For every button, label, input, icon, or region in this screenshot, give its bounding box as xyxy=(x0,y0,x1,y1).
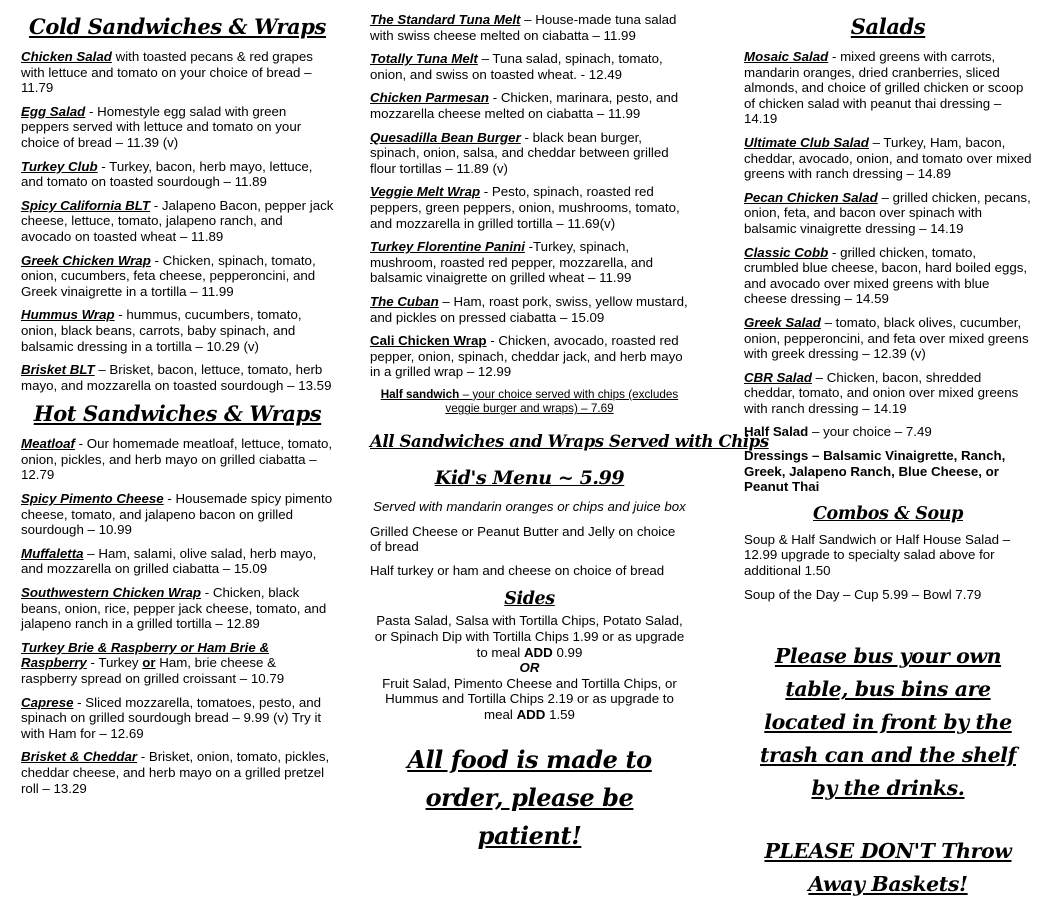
sides-heading: Sides xyxy=(504,589,555,610)
combo-soup-line-2: Soup of the Day – Cup 5.99 – Bowl 7.79 xyxy=(744,586,982,602)
combos-soup-heading: Combos & Soup xyxy=(813,503,963,524)
item-desc: – Ham, salami, olive salad, herb mayo, and mozzarella on grilled ciabatta – 15.09 xyxy=(21,545,317,577)
add-emphasis: ADD xyxy=(523,644,553,660)
menu-item-veggie-melt-wrap xyxy=(370,184,689,231)
menu-item-turkey-brie-raspberry xyxy=(21,640,334,687)
menu-item-quesadilla-bean-burger xyxy=(370,130,689,177)
item-desc: - Brisket, onion, tomato, pickles, cheddar cheese, and herb mayo on a grilled pretzel roll – 13.29 xyxy=(21,749,330,796)
item-name: Turkey Club xyxy=(21,158,98,174)
half-sandwich-note xyxy=(372,388,687,417)
served-with-chips-heading: All Sandwiches and Wraps Served with Chips xyxy=(370,432,769,452)
item-desc: - Turkey, bacon, herb mayo, lettuce, and tomato on toasted sourdough – 11.89 xyxy=(21,158,313,190)
or-emphasis: or xyxy=(142,655,156,671)
half-salad-item xyxy=(744,424,1032,440)
item-name: Ultimate Club Salad xyxy=(744,134,869,150)
menu-item-ultimate-club-salad xyxy=(744,135,1032,182)
item-name: Classic Cobb xyxy=(744,244,829,260)
cold-sandwiches-heading: Cold Sandwiches & Wraps xyxy=(29,14,326,39)
kids-menu-line-2: Half turkey or ham and cheese on choice of bread xyxy=(370,562,665,578)
menu-item-greek-chicken-wrap xyxy=(21,253,334,300)
item-desc: Ham, brie cheese & raspberry spread on grilled croissant – 10.79 xyxy=(21,655,285,686)
menu-item-classic-cobb xyxy=(744,245,1032,307)
menu-item-chicken-parmesan xyxy=(370,90,689,121)
baskets-note: PLEASE DON'T Throw Away Baskets! xyxy=(764,839,1012,897)
item-name: Greek Salad xyxy=(744,314,821,330)
item-desc: - Housemade spicy pimento cheese, tomato, and jalapeno bacon on grilled sourdough – 10.99 xyxy=(21,491,333,538)
item-desc: - Chicken, avocado, roasted red pepper, onion, spinach, cheddar jack, and herb mayo in a grilled wrap – 12.99 xyxy=(370,333,683,380)
menu-item-muffaletta xyxy=(21,546,334,577)
item-desc: - grilled chicken, tomato, crumbled blue cheese, bacon, hard boiled eggs, and avocado over mixed greens with blue cheese dressing – 14.59 xyxy=(744,244,1028,307)
item-desc: - Chicken, marinara, pesto, and mozzarella cheese melted on ciabatta – 11.99 xyxy=(370,90,679,121)
menu-item-caprese xyxy=(21,695,334,742)
menu-item-chicken-salad xyxy=(21,49,334,96)
item-name: Muffaletta xyxy=(21,545,84,561)
item-name: Chicken Salad xyxy=(21,49,112,64)
item-name: The Standard Tuna Melt xyxy=(370,12,521,27)
menu-item-southwestern-chicken-wrap xyxy=(21,585,334,632)
menu-item-cbr-salad xyxy=(744,370,1032,417)
item-name: Half Salad xyxy=(744,424,809,440)
sides-option-2 xyxy=(370,676,689,723)
item-name: Southwestern Chicken Wrap xyxy=(21,585,202,601)
hot-sandwiches-heading: Hot Sandwiches & Wraps xyxy=(33,401,322,427)
item-name: Quesadilla Bean Burger xyxy=(370,129,521,145)
item-desc: – Turkey, Ham, bacon, cheddar, avocado, onion, and tomato over mixed greens with ranch dressing – 14.89 xyxy=(744,134,1032,182)
menu-item-hummus-wrap xyxy=(21,307,334,354)
item-name: Spicy Pimento Cheese xyxy=(21,491,164,507)
menu-item-greek-salad xyxy=(744,315,1032,362)
item-desc: – Chicken, bacon, shredded cheddar, tomato, and onion over mixed greens with ranch dressing – 14.19 xyxy=(744,369,1019,416)
sides-text: Fruit Salad, Pimento Cheese and Tortilla Chips, or Hummus and Tortilla Chips 2.19 or as upgrade to meal xyxy=(382,675,677,722)
item-name: The Cuban xyxy=(370,293,439,309)
sides-option-1 xyxy=(370,613,689,660)
item-desc: – your choice – 7.49 xyxy=(808,424,932,440)
item-name: Totally Tuna Melt xyxy=(370,51,478,67)
item-desc: - hummus, cucumbers, tomato, onion, black beans, carrots, baby spinach, and balsamic dressing in a tortilla – 10.29 (v) xyxy=(21,307,302,354)
item-name: Hummus Wrap xyxy=(21,307,115,323)
menu-item-spicy-pimento-cheese xyxy=(21,491,334,538)
menu-item-totally-tuna-melt xyxy=(370,51,689,82)
item-name: Half sandwich xyxy=(380,387,460,401)
menu-item-brisket-cheddar xyxy=(21,749,334,796)
item-name: Brisket BLT xyxy=(21,362,95,378)
menu-item-turkey-florentine-panini xyxy=(370,239,689,286)
kids-menu-line-1: Grilled Cheese or Peanut Butter and Jelly on choice of bread xyxy=(370,523,676,555)
combo-soup-line-1: Soup & Half Sandwich or Half House Salad – 12.99 upgrade to specialty salad above for additional 1.50 xyxy=(744,531,1011,579)
item-desc: – Ham, roast pork, swiss, yellow mustard, and pickles on pressed ciabatta – 15.09 xyxy=(370,293,688,325)
item-desc: - Turkey xyxy=(86,655,143,671)
sides-text: 1.59 xyxy=(545,707,575,722)
menu-item-pecan-chicken-salad xyxy=(744,190,1032,237)
item-desc: - black bean burger, spinach, onion, salsa, and cheddar between grilled flour tortillas – 11.89 (v) xyxy=(370,129,669,176)
item-name: Cali Chicken Wrap xyxy=(370,333,487,349)
sides-text: 0.99 xyxy=(552,644,583,660)
menu-item-spicy-california-blt xyxy=(21,198,334,245)
add-emphasis: ADD xyxy=(516,707,546,722)
item-desc: – tomato, black olives, cucumber, onion, pepperoncini, and feta over mixed greens with greek dressing – 12.39 (v) xyxy=(744,314,1029,362)
column-right xyxy=(704,0,1056,897)
item-name: Egg Salad xyxy=(21,103,86,119)
menu-item-egg-salad xyxy=(21,104,334,151)
sides-or-divider: OR xyxy=(519,660,540,676)
item-desc: – grilled chicken, pecans, onion, feta, and bacon over spinach with balsamic vinaigrette dressing – 14.19 xyxy=(744,189,1031,236)
kids-menu-note: Served with mandarin oranges or chips and juice box xyxy=(373,499,686,515)
item-name: Mosaic Salad xyxy=(744,49,829,64)
item-name: CBR Salad xyxy=(744,369,812,385)
column-middle xyxy=(352,0,769,850)
item-desc: - Chicken, spinach, tomato, onion, cucumbers, feta cheese, pepperoncini, and Greek vinaigrette in a tortilla – 11.99 xyxy=(21,252,316,299)
item-desc: - Pesto, spinach, roasted red peppers, green peppers, onion, mushrooms, tomato, and mozzarella in grilled tortilla – 11.69(v) xyxy=(370,184,680,231)
item-desc: – Brisket, bacon, lettuce, tomato, herb mayo, and mozzarella on toasted sourdough – 13.59 xyxy=(21,362,332,393)
item-name: Turkey Brie & Raspberry or Ham Brie & Raspberry xyxy=(21,639,270,671)
item-desc: - Homestyle egg salad with green peppers served with lettuce and tomato on your choice of bread – 11.39 (v) xyxy=(21,103,302,150)
item-name: Pecan Chicken Salad xyxy=(744,189,878,205)
item-desc: - Sliced mozzarella, tomatoes, pesto, and spinach on grilled sourdough bread – 9.99 (v) Try it with Ham for – 12.69 xyxy=(21,694,322,741)
item-desc: – your choice served with chips (excludes veggie burger and wraps) – 7.69 xyxy=(445,387,679,416)
item-desc: - Our homemade meatloaf, lettuce, tomato, onion, pickles, and herb mayo on grilled ciabatta – 12.79 xyxy=(21,436,333,483)
sides-text: Pasta Salad, Salsa with Tortilla Chips, Potato Salad, or Spinach Dip with Tortilla Chips 1.99 or as upgrade to meal xyxy=(374,613,685,660)
item-name: Meatloaf xyxy=(21,436,75,452)
dressings-list: Dressings – Balsamic Vinaigrette, Ranch, Greek, Jalapeno Ranch, Blue Cheese, or Peanut Thai xyxy=(744,448,1006,495)
item-name: Greek Chicken Wrap xyxy=(21,252,151,268)
salads-heading: Salads xyxy=(850,14,926,39)
item-desc: - Chicken, black beans, onion, rice, pepper jack cheese, tomato, and jalapeno ranch in a grilled tortilla – 12.89 xyxy=(21,585,327,632)
item-name: Brisket & Cheddar xyxy=(21,749,138,765)
menu-item-cali-chicken-wrap xyxy=(370,333,689,380)
menu-item-turkey-club xyxy=(21,159,334,190)
item-desc: with toasted pecans & red grapes with lettuce and tomato on your choice of bread – 11.79 xyxy=(21,49,313,96)
menu-item-standard-tuna-melt xyxy=(370,12,689,43)
item-name: Spicy California BLT xyxy=(21,197,151,213)
menu-item-the-cuban xyxy=(370,294,689,325)
item-desc: - Jalapeno Bacon, pepper jack cheese, lettuce, tomato, jalapeno ranch, and avocado on toasted wheat – 11.89 xyxy=(21,197,334,244)
item-name: Veggie Melt Wrap xyxy=(370,184,481,200)
menu-item-meatloaf xyxy=(21,436,334,483)
item-name: Turkey Florentine Panini xyxy=(370,239,525,255)
made-to-order-note: All food is made to order, please be patient! xyxy=(407,744,652,850)
column-left xyxy=(0,0,352,816)
menu-item-mosaic-salad xyxy=(744,49,1032,127)
kids-menu-heading: Kid's Menu ~ 5.99 xyxy=(434,467,625,490)
item-name: Chicken Parmesan xyxy=(370,90,489,106)
item-desc: – House-made tuna salad with swiss cheese melted on ciabatta – 11.99 xyxy=(370,12,677,43)
bus-table-note: Please bus your own table, bus bins are located in front by the trash can and the shelf by the drinks. xyxy=(759,644,1017,801)
item-name: Caprese xyxy=(21,694,74,710)
item-desc: -Turkey, spinach, mushroom, roasted red pepper, mozzarella, and balsamic vinaigrette on grilled wheat – 11.99 xyxy=(370,239,654,286)
item-desc: - mixed greens with carrots, mandarin oranges, dried cranberries, sliced almonds, and choice of grilled chicken or scoop of chicken salad with peanut thai dressing – 14.19 xyxy=(744,49,1024,127)
menu-item-brisket-blt xyxy=(21,362,334,393)
item-desc: – Tuna salad, spinach, tomato, onion, and swiss on toasted wheat. - 12.49 xyxy=(370,51,663,82)
